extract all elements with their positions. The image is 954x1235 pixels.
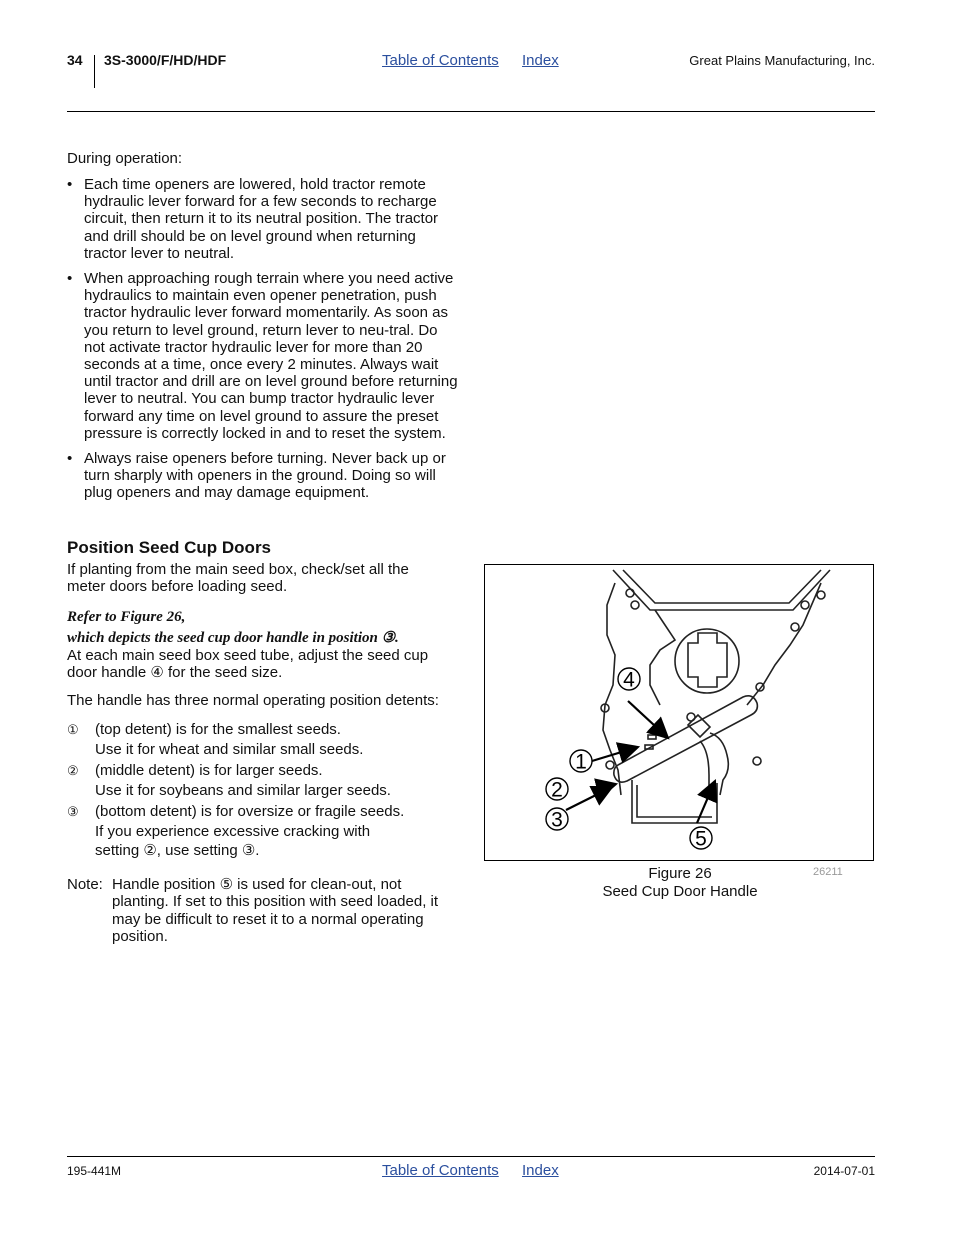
- detent-text: Use it for wheat and similar small seeds.: [95, 740, 364, 758]
- header-index-link[interactable]: Index: [522, 52, 559, 69]
- intro-text: During operation:: [67, 150, 183, 167]
- footer-index-link[interactable]: Index: [522, 1162, 559, 1179]
- operation-bullets: [67, 176, 459, 510]
- bullet-item: • When approaching rough terrain where you need active hydraulics to maintain even opener penetration, push tractor hydraulic lever forward momentarily. As soon as you return to level ground, return lever to neu-tral. Do not activate tractor hydraulic lever for more than 20 seconds at a time, once every 2 minutes. Always wait until tractor and drill are on level ground before returning lever to neutral. You can bump tractor hydraulic lever forward any time on level ground to assure the preset pressure is correctly locked in and to reset the system.: [67, 270, 459, 442]
- figure-image-id: 26211: [813, 866, 843, 878]
- figure-caption-title: Seed Cup Door Handle: [602, 883, 758, 900]
- detent-number: ③: [67, 804, 79, 819]
- detent-text: (bottom detent) is for oversize or fragile seeds.: [95, 803, 405, 820]
- note-text: Handle position ⑤ is used for clean-out, not planting. If set to this position with seed loaded, it may be difficult to reset it to a normal operating position.: [112, 876, 439, 946]
- detent-text: (middle detent) is for larger seeds.: [95, 762, 323, 779]
- doc-number: 195-441M: [67, 1164, 122, 1178]
- callout-4: 4: [623, 668, 635, 692]
- detent-list: [67, 720, 467, 861]
- callout-3: 3: [551, 808, 563, 832]
- header-toc-link[interactable]: Table of Contents: [382, 52, 499, 69]
- callout-2: 2: [551, 778, 563, 802]
- detent-number: ①: [67, 722, 79, 737]
- section-paragraph: The handle has three normal operating position detents:: [67, 692, 439, 709]
- header-divider: [94, 55, 95, 88]
- callout-1: 1: [575, 750, 587, 774]
- detent-text: (top detent) is for the smallest seeds.: [95, 721, 341, 738]
- section-paragraph: If planting from the main seed box, check/set all the meter doors before loading seed.: [67, 561, 409, 596]
- figure-26: [484, 564, 874, 861]
- page-number: 34: [67, 52, 83, 68]
- footer-toc-link[interactable]: Table of Contents: [382, 1162, 499, 1179]
- figure-reference-detail: which depicts the seed cup door handle in position ③.: [67, 630, 399, 646]
- model-title: 3S-3000/F/HD/HDF: [104, 52, 227, 68]
- detent-text: If you experience excessive cracking with: [95, 822, 371, 840]
- bullet-item: • Each time openers are lowered, hold tractor remote hydraulic lever forward for a few seconds to recharge circuit, then return it to its neutral position. The tractor and drill should be on level ground when returning tractor lever to neutral.: [67, 176, 459, 262]
- callout-5: 5: [695, 827, 707, 851]
- company-name: Great Plains Manufacturing, Inc.: [689, 53, 875, 68]
- publication-date: 2014-07-01: [813, 1164, 875, 1178]
- seed-cup-door-illustration: [485, 565, 873, 860]
- detent-text: setting ②, use setting ③.: [95, 842, 260, 859]
- detent-item: [67, 761, 467, 800]
- detent-text: Use it for soybeans and similar larger seeds.: [95, 781, 391, 799]
- detent-item: [67, 802, 467, 861]
- figure-caption-number: Figure 26: [648, 865, 712, 882]
- header-rule: [67, 111, 875, 112]
- detent-item: [67, 720, 467, 759]
- section-paragraph: At each main seed box seed tube, adjust the seed cup door handle ④ for the seed size.: [67, 647, 429, 682]
- footer-rule: [67, 1156, 875, 1157]
- note-label: Note:: [67, 876, 103, 893]
- bullet-item: • Always raise openers before turning. Never back up or turn sharply with openers in the ground. Doing so will plug openers and may damage equipment.: [67, 450, 459, 502]
- section-heading: Position Seed Cup Doors: [67, 538, 272, 557]
- figure-reference: Refer to Figure 26,: [67, 609, 186, 625]
- detent-number: ②: [67, 763, 79, 778]
